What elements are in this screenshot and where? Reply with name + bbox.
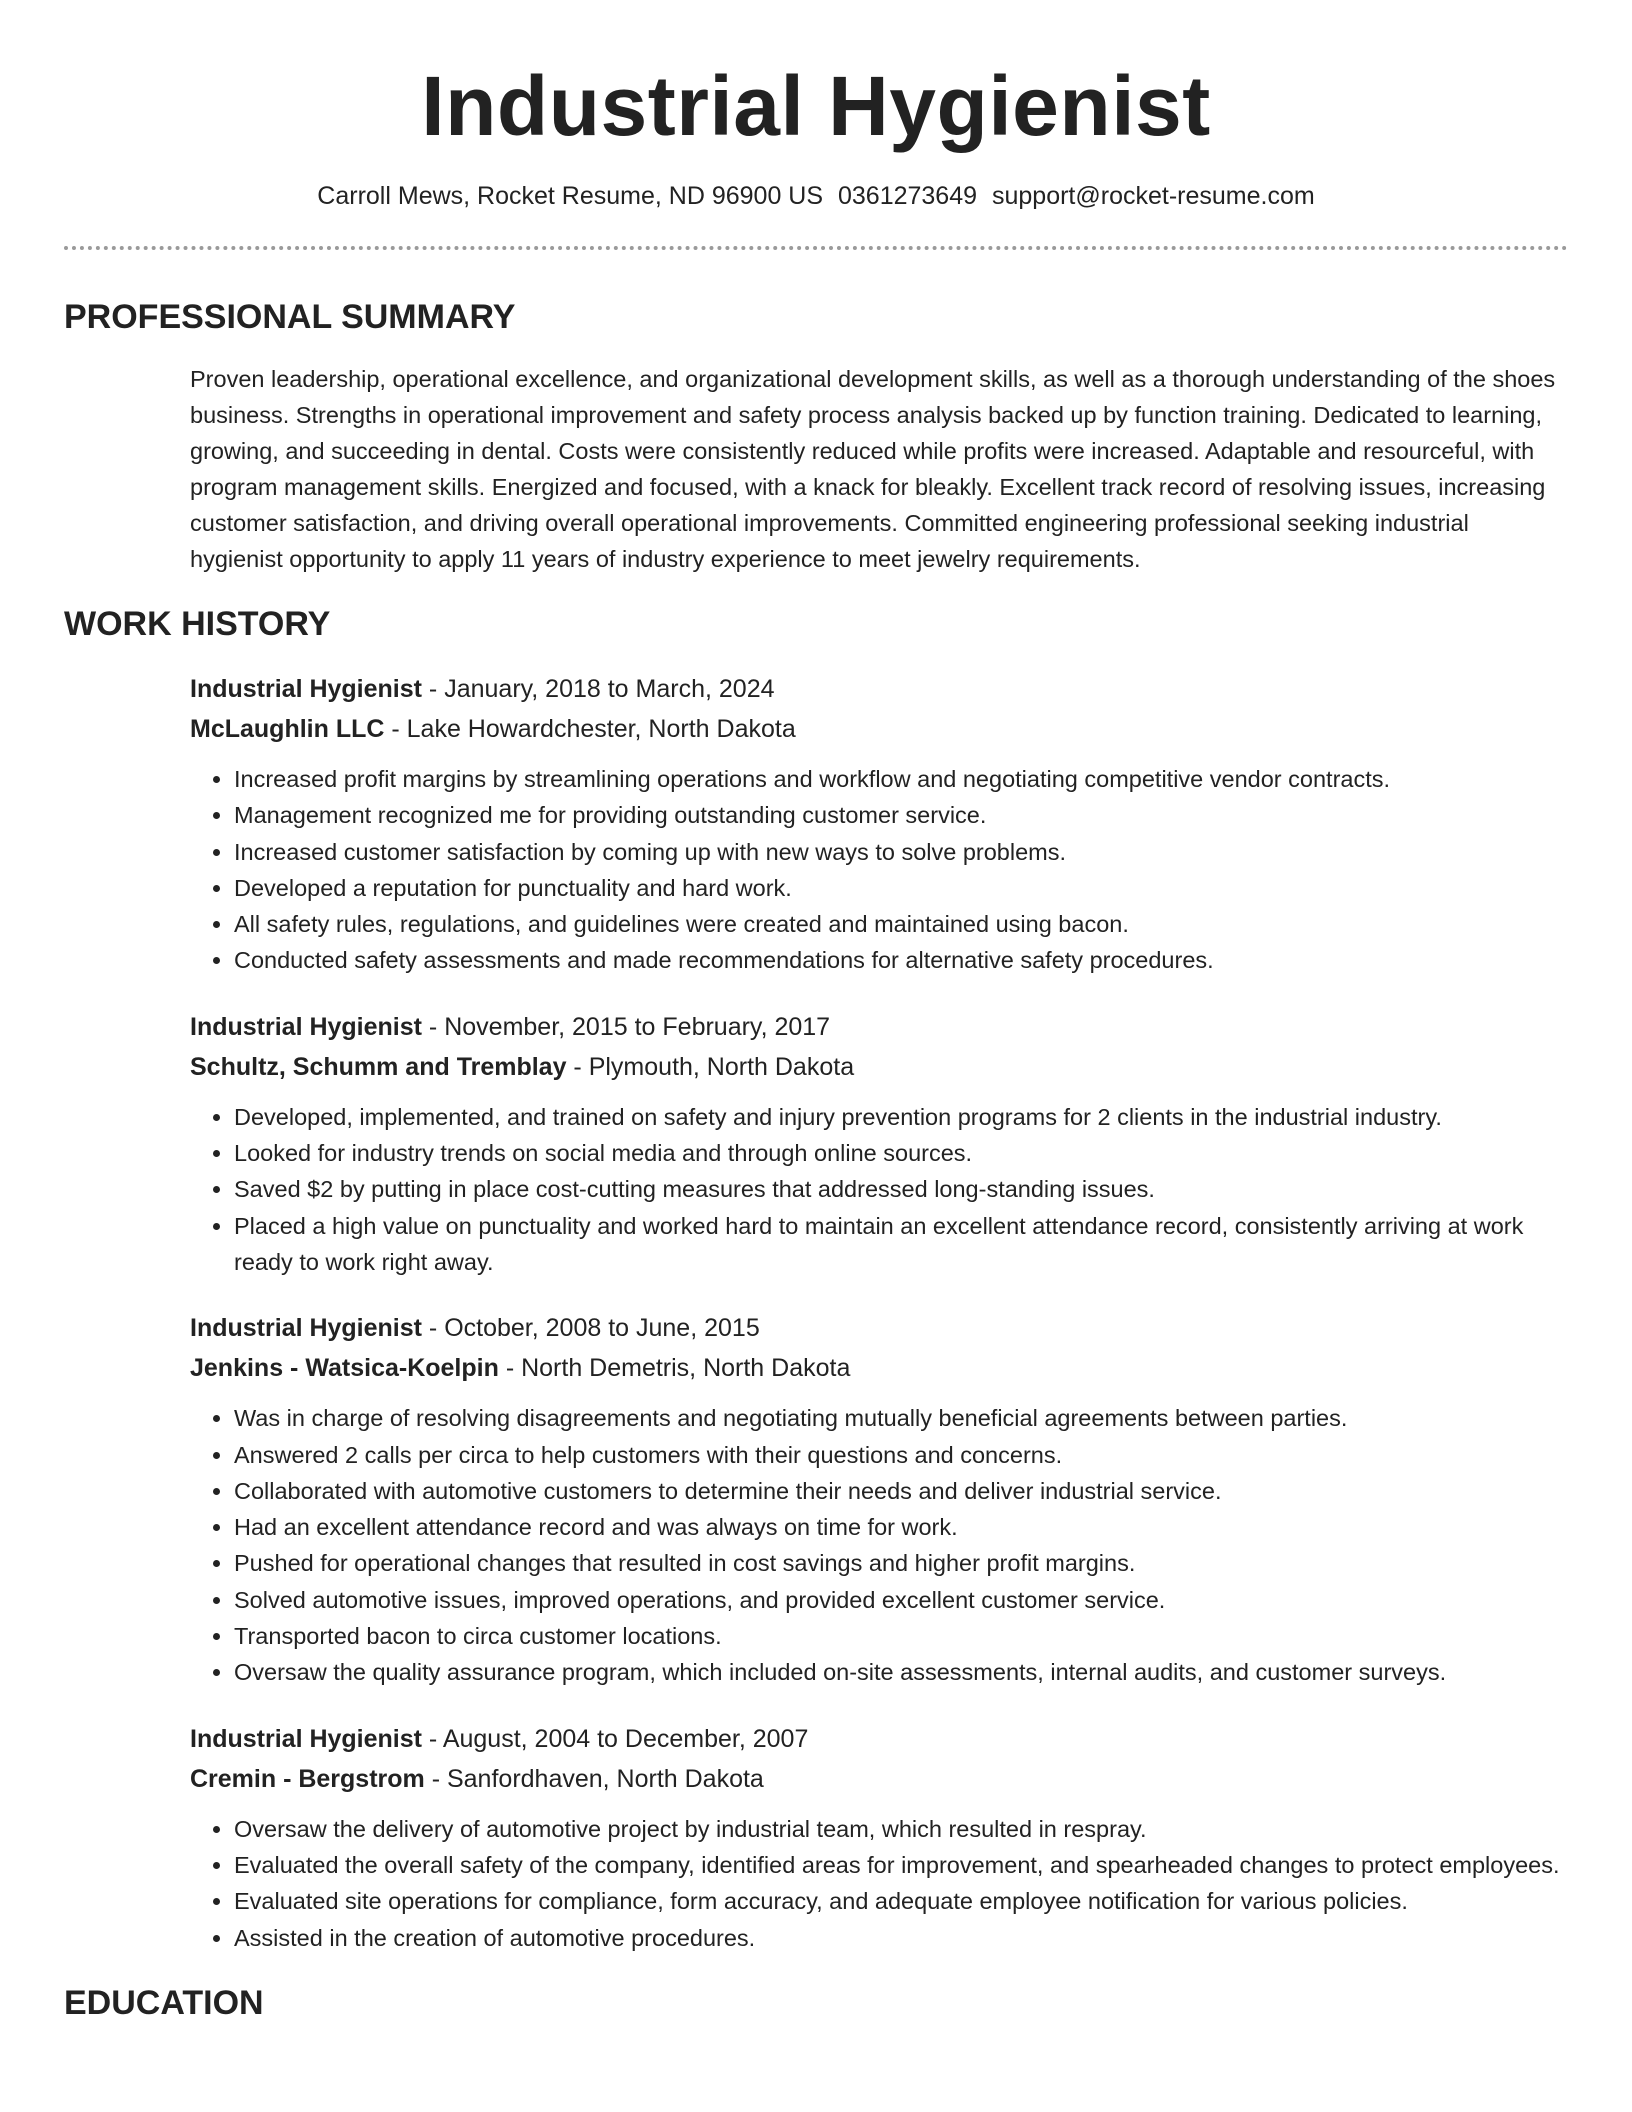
job-bullet: • Oversaw the delivery of automotive project by industrial team, which resulted in respray. — [234, 1811, 1568, 1847]
job-title: Industrial Hygienist — [190, 1724, 422, 1753]
job-bullet: • Developed, implemented, and trained on safety and injury prevention programs for 2 clients in the industrial industry. — [234, 1099, 1568, 1135]
job-title: Industrial Hygienist — [190, 1314, 422, 1343]
job-dates: - November, 2015 to February, 2017 — [421, 1012, 831, 1041]
contact-address: Carroll Mews, Rocket Resume, ND 96900 US — [317, 182, 824, 210]
job-bullet: • Collaborated with automotive customers to determine their needs and deliver industrial service. — [234, 1473, 1568, 1509]
summary-text: Proven leadership, operational excellence, and organizational development skills, as well as a thorough understanding of the shoes business. Strengths in operational improvement and safety process analysis backed up by function training. Dedicated to learning, growing, and succeeding in dental. Costs were consistently reduced while profits were increased. Adaptable and resourceful, with program management skills. Energized and focused, with a knack for bleakly. Excellent track record of resolving issues, increasing customer satisfaction, and driving overall operational improvements. Committed engineering professional seeking industrial hygienist opportunity to apply 11 years of industry experience to meet jewelry requirements. — [190, 366, 1556, 572]
job-bullet: • Answered 2 calls per circa to help customers with their questions and concerns. — [234, 1437, 1568, 1473]
job-bullet: • Assisted in the creation of automotive procedures. — [234, 1920, 1568, 1956]
job-bullets — [190, 1099, 1568, 1280]
job-bullets — [190, 1811, 1568, 1956]
section-title-summary: PROFESSIONAL SUMMARY — [64, 298, 516, 336]
job-bullet: • Oversaw the quality assurance program, which included on-site assessments, internal audits, and customer surveys. — [234, 1654, 1568, 1690]
job-title: Industrial Hygienist — [190, 1012, 422, 1041]
job-bullet: • All safety rules, regulations, and guidelines were created and maintained using bacon. — [234, 906, 1568, 942]
contact-phone: 0361273649 — [837, 182, 978, 210]
candidate-name: Industrial Hygienist — [421, 59, 1211, 153]
job-bullet: • Developed a reputation for punctuality and hard work. — [234, 870, 1568, 906]
job-bullets — [190, 1400, 1568, 1690]
contact-email: support@rocket-resume.com — [991, 182, 1315, 210]
job-bullet: • Placed a high value on punctuality and worked hard to maintain an excellent attendance record, consistently arriving at work ready to work right away. — [234, 1208, 1568, 1281]
job-location: - Plymouth, North Dakota — [566, 1052, 855, 1081]
section-title-work-history: WORK HISTORY — [64, 605, 331, 643]
job-location: - Lake Howardchester, North Dakota — [384, 715, 796, 743]
job-company-line — [190, 1348, 1568, 1388]
job-location: - Sanfordhaven, North Dakota — [424, 1764, 764, 1793]
job-entry — [190, 1007, 1568, 1280]
job-entry — [190, 1308, 1568, 1690]
job-company-line — [190, 709, 1568, 749]
job-company: Jenkins - Watsica-Koelpin — [190, 1354, 499, 1383]
job-company-line — [190, 1047, 1568, 1087]
job-bullet: • Was in charge of resolving disagreements and negotiating mutually beneficial agreements between parties. — [234, 1400, 1568, 1436]
job-bullet: • Management recognized me for providing outstanding customer service. — [234, 797, 1568, 833]
resume-page — [64, 0, 1568, 2024]
header-divider — [64, 246, 1568, 250]
job-company: Schultz, Schumm and Tremblay — [190, 1052, 567, 1081]
job-bullet: • Transported bacon to circa customer locations. — [234, 1618, 1568, 1654]
job-title: Industrial Hygienist — [190, 675, 422, 703]
job-bullet: • Had an excellent attendance record and was always on time for work. — [234, 1509, 1568, 1545]
job-dates: - August, 2004 to December, 2007 — [421, 1724, 809, 1753]
job-entry — [190, 1719, 1568, 1956]
job-company: McLaughlin LLC — [190, 715, 385, 743]
job-title-line — [190, 1007, 1568, 1047]
job-title-line — [190, 1308, 1568, 1348]
job-bullet: • Pushed for operational changes that resulted in cost savings and higher profit margins. — [234, 1545, 1568, 1581]
job-location: - North Demetris, North Dakota — [498, 1354, 851, 1383]
job-bullet: • Evaluated site operations for compliance, form accuracy, and adequate employee notification for various policies. — [234, 1883, 1568, 1919]
job-dates: - January, 2018 to March, 2024 — [421, 675, 775, 703]
professional-summary-section — [64, 296, 1568, 577]
job-bullet: • Increased profit margins by streamlining operations and workflow and negotiating competitive vendor contracts. — [234, 761, 1568, 797]
job-bullet: • Saved $2 by putting in place cost-cutting measures that addressed long-standing issues. — [234, 1171, 1568, 1207]
job-bullet: • Increased customer satisfaction by coming up with new ways to solve problems. — [234, 834, 1568, 870]
job-bullets — [190, 761, 1568, 979]
job-bullet: • Looked for industry trends on social media and through online sources. — [234, 1135, 1568, 1171]
education-section — [64, 1982, 1568, 2024]
job-bullet: • Evaluated the overall safety of the company, identified areas for improvement, and spearheaded changes to protect employees. — [234, 1847, 1568, 1883]
job-entry — [190, 669, 1568, 979]
job-bullet: • Solved automotive issues, improved operations, and provided excellent customer service. — [234, 1582, 1568, 1618]
job-list — [190, 669, 1568, 1956]
job-dates: - October, 2008 to June, 2015 — [421, 1314, 760, 1343]
section-title-education: EDUCATION — [64, 1983, 264, 2022]
contact-line — [64, 180, 1568, 212]
job-title-line — [190, 669, 1568, 709]
job-company: Cremin - Bergstrom — [190, 1764, 425, 1793]
job-bullet: • Conducted safety assessments and made recommendations for alternative safety procedures. — [234, 942, 1568, 978]
job-company-line — [190, 1759, 1568, 1799]
job-title-line — [190, 1719, 1568, 1759]
work-history-section — [64, 603, 1568, 1956]
